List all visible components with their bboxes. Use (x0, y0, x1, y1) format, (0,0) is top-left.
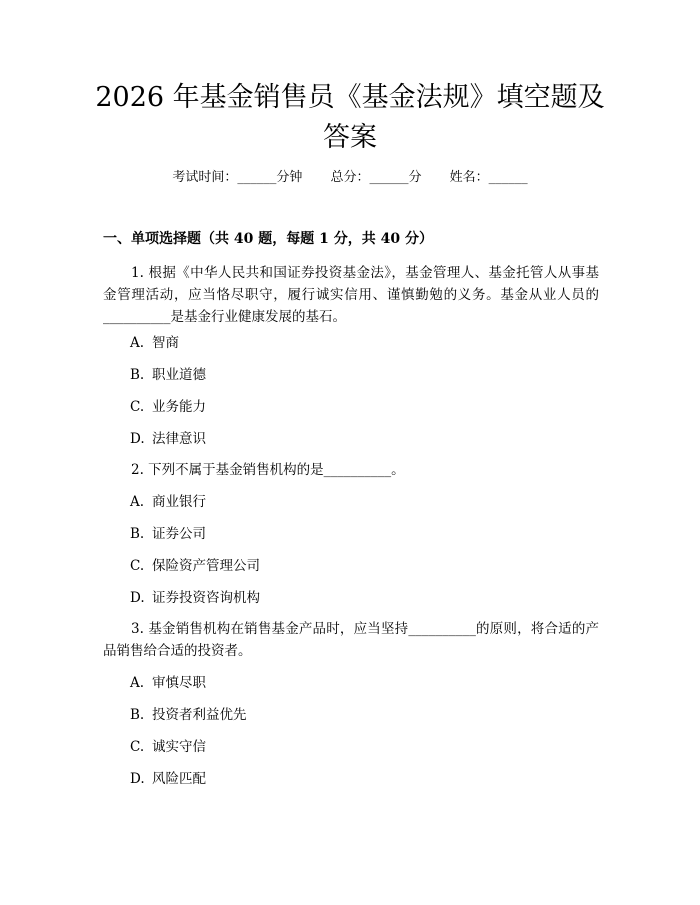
section-heading: 一、单项选择题（共 40 题，每题 1 分，共 40 分） (103, 231, 433, 247)
name-field: 姓名：______ (449, 170, 528, 185)
question-3-option-a (130, 673, 206, 693)
option-text: 审慎尽职 (152, 675, 206, 691)
question-1-option-c (130, 397, 206, 417)
option-label: C. (130, 399, 145, 415)
option-label: A. (130, 675, 145, 691)
option-text: 职业道德 (152, 367, 206, 383)
question-3-text: 3. 基金销售机构在销售基金产品时，应当坚持__________的原则，将合适的产品销售给合适的投资者。 (103, 621, 599, 659)
question-1-option-d (130, 429, 206, 449)
option-text: 诚实守信 (152, 739, 206, 755)
option-text: 投资者利益优先 (152, 707, 247, 723)
question-1-option-b (130, 365, 206, 385)
question-2-option-c (130, 556, 260, 576)
option-text: 法律意识 (152, 431, 206, 447)
question-2-option-a (130, 492, 206, 512)
question-2-option-b (130, 524, 206, 544)
page-title: 2026 年基金销售员《基金法规》填空题及答案 (95, 82, 605, 153)
question-3-option-c (130, 737, 206, 757)
option-text: 风险匹配 (152, 771, 206, 787)
option-label: A. (130, 494, 145, 510)
option-label: D. (130, 771, 145, 787)
option-label: A. (130, 335, 145, 351)
option-label: C. (130, 558, 145, 574)
option-text: 证券投资咨询机构 (152, 590, 260, 606)
exam-meta (0, 168, 700, 188)
option-text: 业务能力 (152, 399, 206, 415)
question-3-option-b (130, 705, 247, 725)
total-score-field: 总分：______分 (330, 170, 422, 185)
option-text: 保险资产管理公司 (152, 558, 260, 574)
option-label: B. (130, 526, 145, 542)
option-label: D. (130, 590, 145, 606)
option-text: 智商 (152, 335, 179, 351)
question-2-option-d (130, 588, 260, 608)
option-label: B. (130, 707, 145, 723)
question-3-option-d (130, 769, 206, 789)
question-1-text: 1. 根据《中华人民共和国证券投资基金法》，基金管理人、基金托管人从事基金管理活动，应当恪尽职守，履行诚实信用、谨慎勤勉的义务。基金从业人员的__________是基金行业健康发展的基石。 (103, 265, 599, 325)
exam-time-field: 考试时间：______分钟 (172, 170, 303, 185)
question-1-option-a (130, 333, 179, 353)
option-label: B. (130, 367, 145, 383)
option-text: 商业银行 (152, 494, 206, 510)
option-label: D. (130, 431, 145, 447)
option-label: C. (130, 739, 145, 755)
option-text: 证券公司 (152, 526, 206, 542)
question-2-text: 2. 下列不属于基金销售机构的是__________。 (131, 462, 405, 478)
